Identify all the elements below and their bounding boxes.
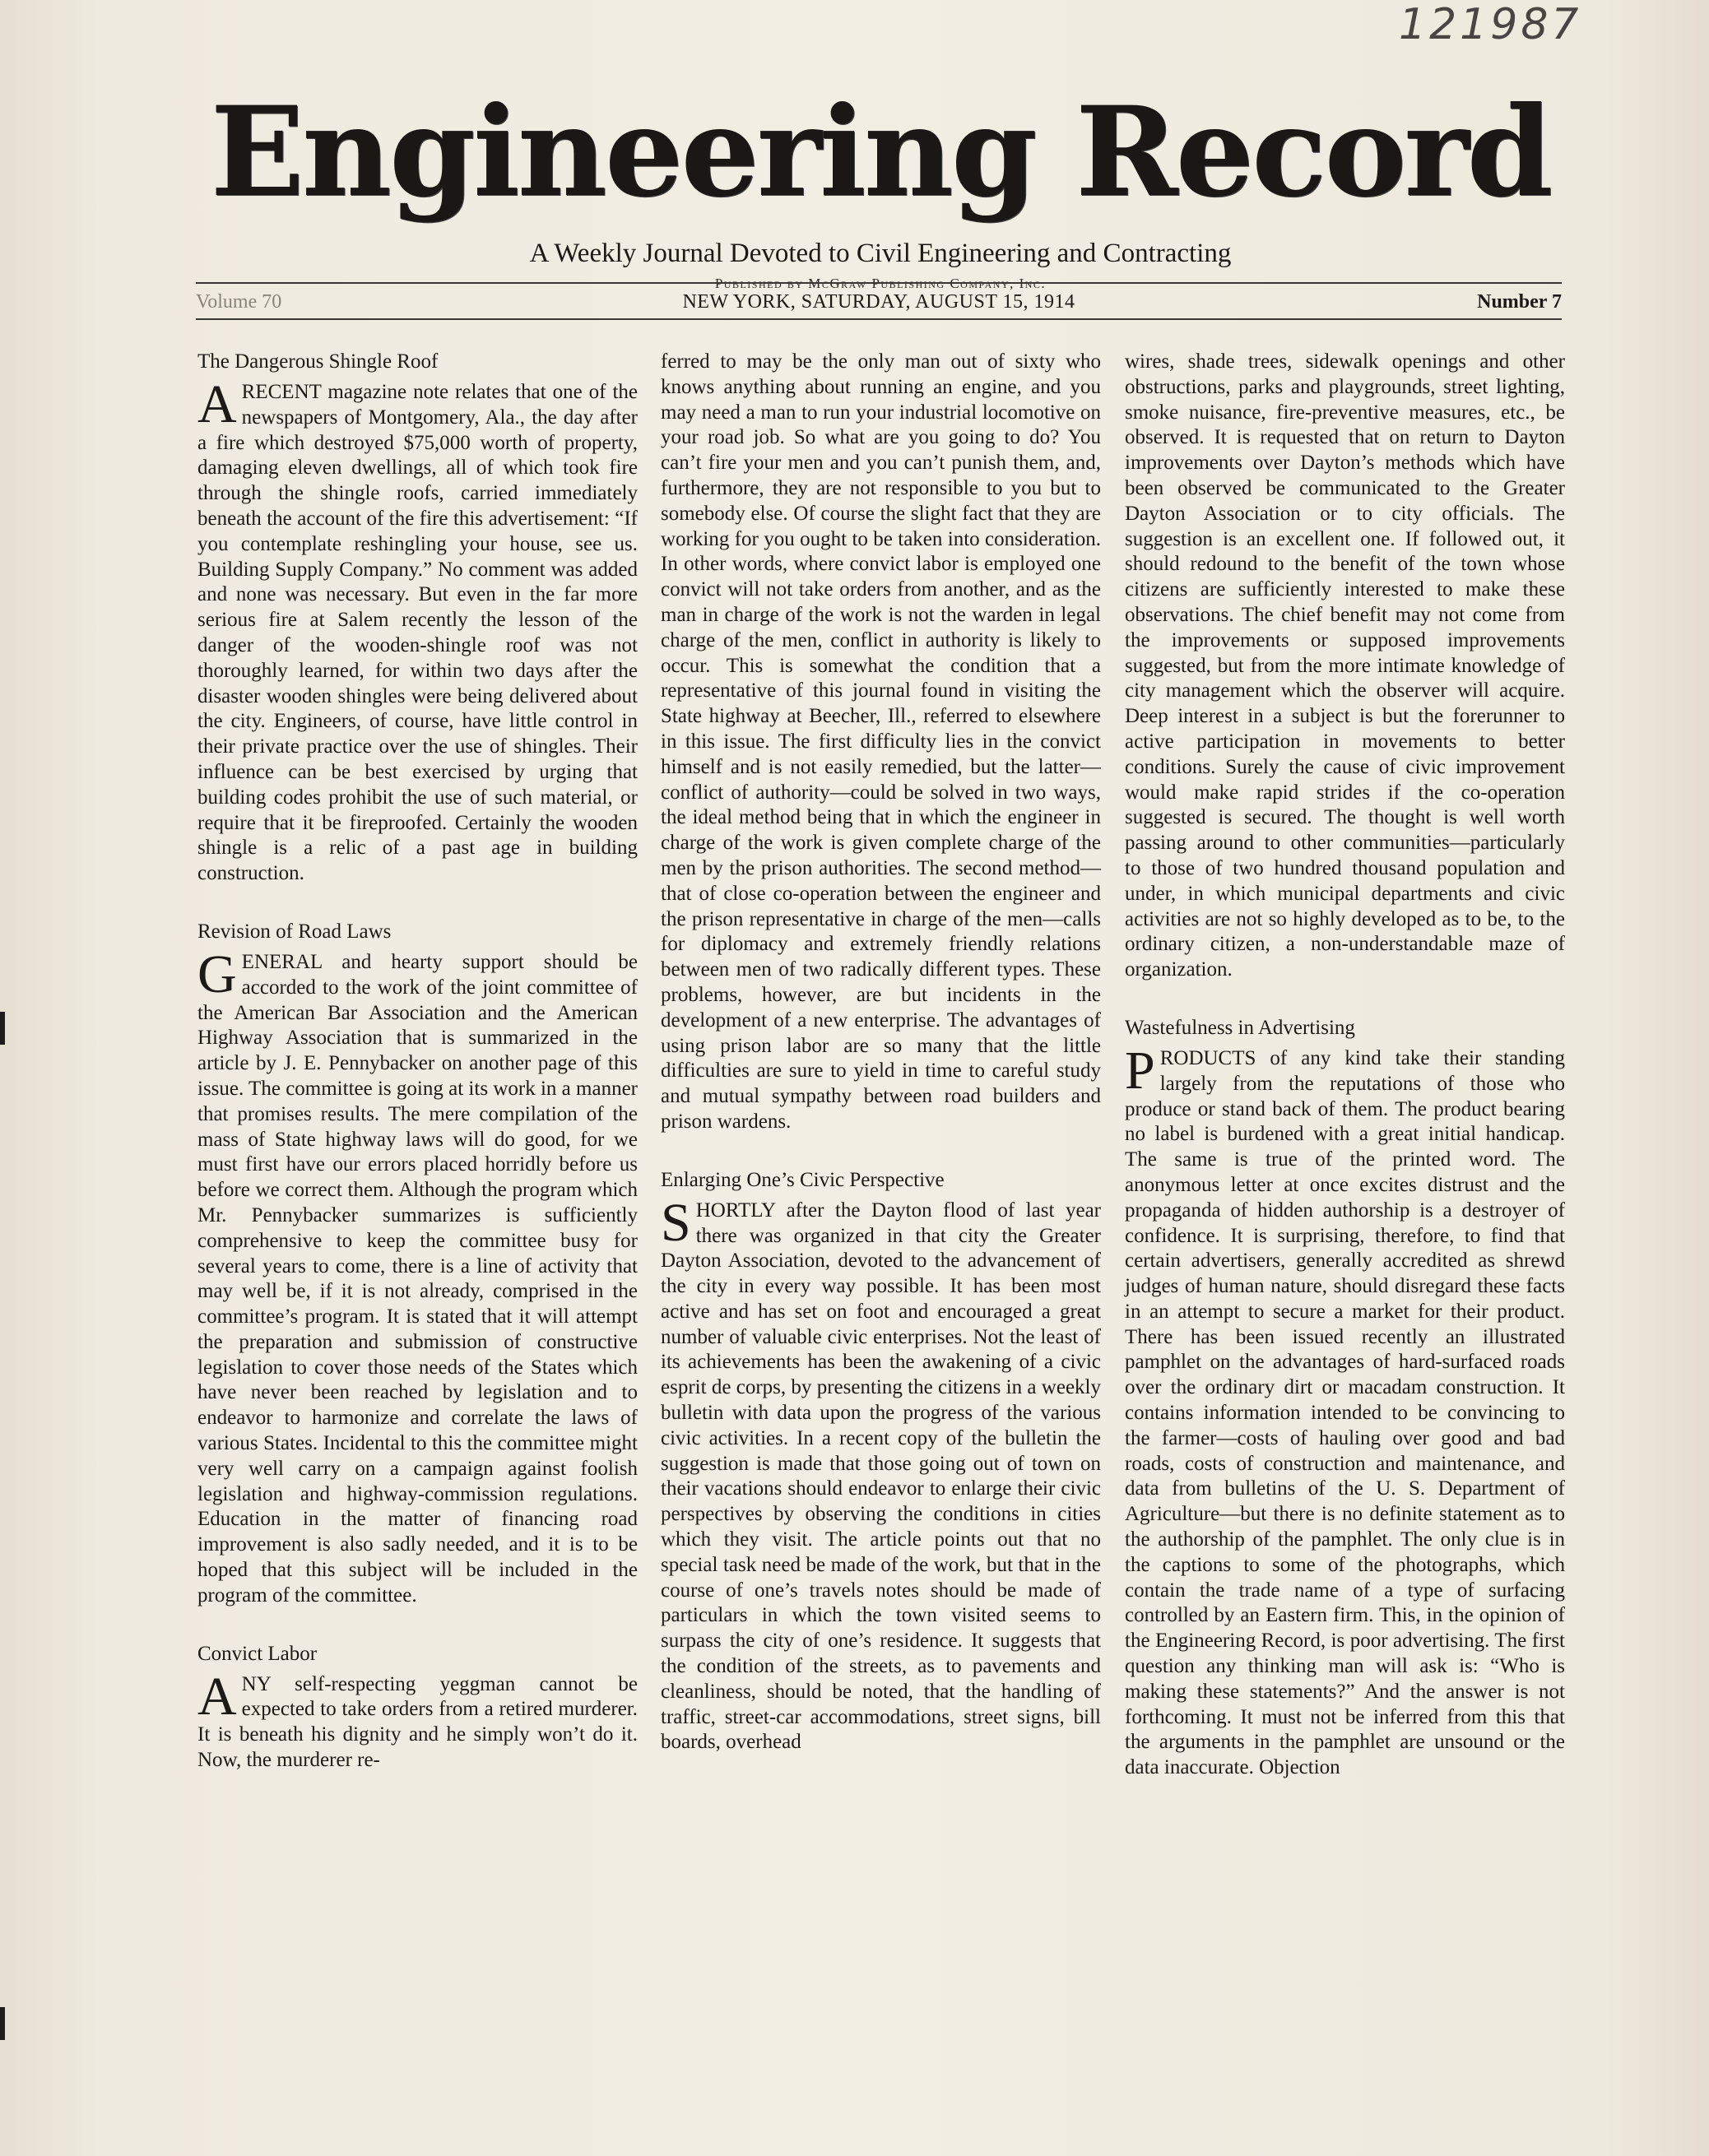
article-heading: The Dangerous Shingle Roof xyxy=(197,350,439,373)
article-heading: Convict Labor xyxy=(197,1642,318,1665)
drop-cap: S xyxy=(661,1192,691,1253)
publisher-line: Published by McGraw Publishing Company, Inc. xyxy=(714,276,1047,291)
article-heading: Enlarging One’s Civic Perspective xyxy=(661,1168,945,1191)
column-1 xyxy=(197,350,638,1773)
article-heading: Revision of Road Laws xyxy=(197,920,392,943)
binding-mark xyxy=(0,1012,5,1045)
top-rule xyxy=(196,282,1562,284)
drop-cap: A xyxy=(197,1666,237,1727)
spacer xyxy=(1125,983,1565,1016)
drop-cap: G xyxy=(197,944,237,1004)
volume-label: Volume 70 xyxy=(196,291,282,313)
article-convict-labor xyxy=(197,1642,638,1773)
article-body-continued: ferred to may be the only man out of sixty who knows anything about running an engine, and you may need a man to run your industrial locomotive on your road job. So what are you going to do? You can’t fire your men and you can’t punish them, and, furthermore, they are not responsible to you but to somebody else. Of course the slight fact that they are working for you ought to be taken into consideration. In other words, where convict labor is employed one convict will not take orders from another, and as the man in charge of the work is not the warden in legal charge of the men, conflict in authority is likely to occur. This is somewhat the condition that a representative of this journal found in visiting the State highway at Beecher, Ill., referred to elsewhere in this issue. The first difficulty lies in the convict himself and is not easily remedied, but the latter—conflict of authority—could be solved in two ways, the ideal method being that in which the engineer in charge of the work is given complete charge of the men by the prison authorities. The second method—that of close co-operation between the engineer and the prison representative in charge of the men—calls for diplomacy and extremely friendly relations between men of two radically different types. These problems, however, are but incidents in the development of a new enterprise. The advantages of using prison labor are so many that the little difficulties are sure to yield in time to careful study and mutual sympathy between road builders and prison wardens. xyxy=(661,350,1101,1133)
column-2 xyxy=(661,350,1101,1755)
article-road-laws xyxy=(197,920,638,1609)
article-civic-perspective xyxy=(661,1168,1101,1756)
bottom-rule xyxy=(196,318,1562,320)
issue-number: Number 7 xyxy=(1477,291,1562,313)
article-body: SHORTLY after the Dayton flood of last year there was organized in that city the Greater Dayton Association, devoted to the advancement of the city in every way possible. It has been most active and has set on foot and encouraged a great number of valuable civic enterprises. Not the least of its achievements has been the awakening of a civic esprit de corps, by presenting the citizens in a weekly bulletin with data upon the progress of the various civic activities. In a recent copy of the bulletin the suggestion is made that those going out of town on their vacations should endeavor to enlarge their civic perspectives by observing the conditions in cities which they visit. The article points out that no special task need be made of the work, but that in the course of one’s travels notes should be made of particulars in which the town visited seems to surpass the city of one’s residence. It suggests that the condition of the streets, as to pavements and cleanliness, should be noted, that the handling of traffic, street-car accommodations, street signs, bill boards, overhead xyxy=(661,1192,1101,1754)
article-body-continued: wires, shade trees, sidewalk openings and other obstructions, parks and playgrounds, street lighting, smoke nuisance, fire-preventive measures, etc., be observed. It is requested that on return to Dayton improvements over Dayton’s methods which have been observed be communicated to the Greater Dayton Association or to city officials. The suggestion is an excellent one. If followed out, it should redound to the benefit of the town whose citizens are sufficiently interested to make these observations. The chief benefit may not come from the improvements or supposed improvements suggested, but from the more intimate knowledge of city management which the observer will acquire. Deep interest in a subject is but the forerunner to active participation in movements to better conditions. Surely the cause of civic improvement would make rapid strides if the co-operation suggested is secured. The thought is well worth passing around to other communities—particularly to those of two hundred thousand population and under, in which municipal departments and civic activities are not so highly developed as to be, to the ordinary citizen, a non-understandable maze of organization. xyxy=(1125,350,1565,981)
binding-mark xyxy=(0,2007,5,2040)
spacer xyxy=(661,1135,1101,1168)
journal-title: Engineering Record xyxy=(210,80,1551,225)
article-advertising xyxy=(1125,1016,1565,1781)
article-heading: Wastefulness in Advertising xyxy=(1125,1016,1355,1039)
article-body: GENERAL and hearty support should be accorded to the work of the joint committee of the American Bar Association and the American Highway Association that is summarized in the article by J. E. Pennybacker on another page of this issue. The committee is going at its work in a manner that promises results. The mere compilation of the mass of State highway laws will do good, for we must first have our errors placed horridly before us before we correct them. Although the program which Mr. Pennybacker summarizes is sufficiently comprehensive to keep the committee busy for several years to come, there is a line of activity that may well be, if it is not already, comprised in the committee’s program. It is stated that it will attempt the preparation and submission of constructive legislation to cover those needs of the States which have never been reached by legislation and to endeavor to harmonize and correlate the laws of various States. Incidental to this the committee might very well carry on a campaign against foolish legislation and highway-commission regulations. Education in the matter of financing road improvement is also sadly needed, and it is to be hoped that this subject will be included in the program of the committee. xyxy=(197,944,638,1607)
article-body: ARECENT magazine note relates that one of the newspapers of Montgomery, Ala., the day after a fire which destroyed $75,000 worth of property, damaging eleven dwellings, all of which took fire through the shingle roofs, carried immediately beneath the account of the fire this advertisement: “If you contemplate reshingling your house, see us. Building Supply Company.” No comment was added and none was necessary. But even in the far more serious fire at Salem recently the lesson of the danger of the wooden-shingle roof was not thoroughly learned, for within two days after the disaster wooden shingles were being delivered about the city. Engineers, of course, have little control in their private practice over the use of shingles. Their influence can be best exercised by urging that building codes prohibit the use of such material, or require that it be fireproofed. Certainly the wooden shingle is a relic of a past age in building construction. xyxy=(197,374,638,885)
column-3 xyxy=(1125,350,1565,1781)
drop-cap: A xyxy=(197,374,237,434)
article-shingle-roof xyxy=(197,350,638,887)
handwritten-catalog-number: 121987 xyxy=(1399,0,1582,49)
issue-date: NEW YORK, SATURDAY, AUGUST 15, 1914 xyxy=(682,291,1075,313)
spacer xyxy=(197,1609,638,1642)
drop-cap: P xyxy=(1125,1040,1155,1101)
article-body: PRODUCTS of any kind take their standing largely from the reputations of those who produce or stand back of them. The product bearing no label is burdened with a great initial handicap. The same is true of the printed word. The anonymous letter at once excites distrust and the propaganda of hidden authorship is a destroyer of confidence. It is surprising, therefore, to find that certain advertisers, generally accredited as shrewd judges of human nature, should disregard these facts in an attempt to secure a market for their product. There has been issued recently an illustrated pamphlet on the advantages of hard-surfaced roads over the ordinary dirt or macadam construction. It contains information intended to be convincing to the farmer—costs of hauling over good and bad roads, costs of construction and maintenance, and data from bulletins of the U. S. Department of Agriculture—but there is no definite statement as to the authorship of the pamphlet. The only clue is in the captions to some of the photographs, which contain the trade name of a type of surfacing controlled by an Eastern firm. This, in the opinion of the Engineering Record, is poor advertising. The first question any thinking man will ask is: “Who is making these statements?” And the answer is not forthcoming. It must not be inferred from this that the arguments in the pamphlet are unsound or the data inaccurate. Objection xyxy=(1125,1040,1565,1779)
article-body: ANY self-respecting yeggman cannot be expected to take orders from a retired murderer. It is beneath his dignity and he simply won’t do it. Now, the murderer re- xyxy=(197,1666,638,1772)
journal-subtitle: A Weekly Journal Devoted to Civil Engineering and Contracting xyxy=(529,239,1232,268)
dateline xyxy=(196,288,1562,316)
spacer xyxy=(197,887,638,920)
masthead xyxy=(189,82,1572,293)
